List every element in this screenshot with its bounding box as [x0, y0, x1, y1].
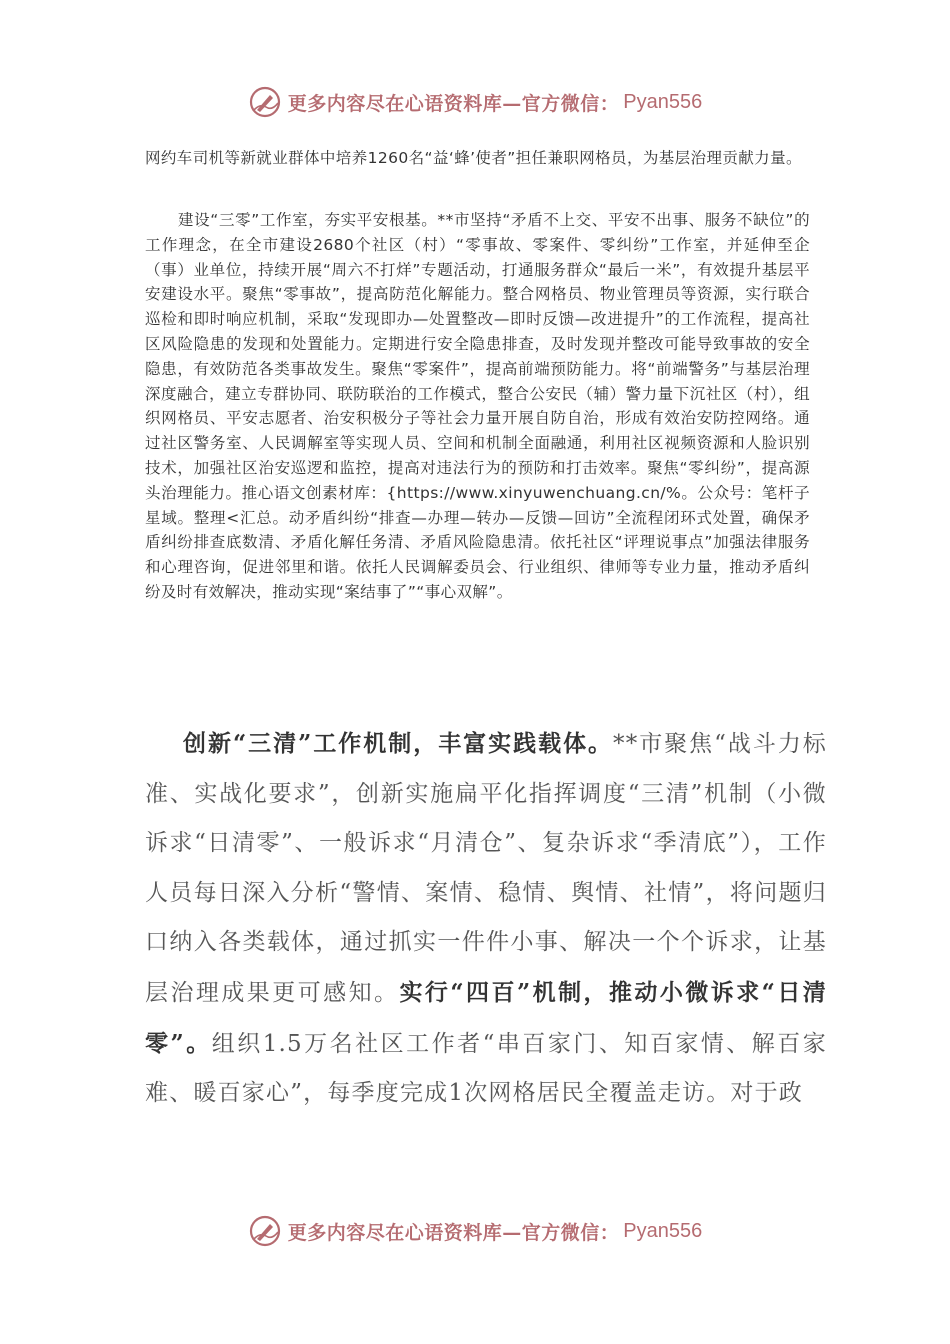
paragraph-2: 建设“三零”工作室，夯实平安根基。**市坚持“矛盾不上交、平安不出事、服务不缺位”的工作理念，在全市建设2680个社区（村）“零事故、零案件、零纠纷”工作室，并延伸至企（事）业单位，持续开展“周六不打烊”专题活动，打通服务群众“最后一米”，有效提升基层平安建设水平。聚焦“零事故”，提高防范化解能力。整合网格员、物业管理员等资源，实行联合巡检和即时响应机制，采取“发现即办—处置整改—即时反馈—改进提升”的工作流程，提高社区风险隐患的发现和处置能力。定期进行安全隐患排查，及时发现并整改可能导致事故的安全隐患，有效防范各类事故发生。聚焦“零案件”，提高前端预防能力。将“前端警务”与基层治理深度融合，建立专群协同、联防联治的工作模式，整合公安民（辅）警力量下沉社区（村），组织网格员、平安志愿者、治安积极分子等社会力量开展自防自治，形成有效治安防控网络。通过社区警务室、人民调解室等实现人员、空间和机制全面融通，利用社区视频资源和人脸识别技术，加强社区治安巡逻和监控，提高对违法行为的预防和打击效率。聚焦“零纠纷”，提高源头治理能力。推心语文创素材库：{https://www.xinyuwenchuang.cn/%。公众号：笔杆子星域。整理<汇总。动矛盾纠纷“排查—办理—转办—反馈—回访”全流程闭环式处置，确保矛盾纠纷排查底数清、矛盾化解任务清、矛盾风险隐患清。依托社区“评理说事点”加强法律服务和心理咨询，促进邻里和谐。依托人民调解委员会、行业组织、律师等专业力量，推动矛盾纠纷及时有效解决，推动实现“案结事了”“事心双解”。 [145, 211, 810, 601]
paragraph-1: 网约车司机等新就业群体中培养1260名“益‘蜂’使者”担任兼职网格员，为基层治理贡献力量。 [145, 149, 802, 167]
pen-nib-logo-icon [248, 1214, 282, 1248]
paragraph-3 [145, 719, 827, 1119]
banner-text: 更多内容尽在心语资料库—官方微信： [287, 92, 620, 115]
section-heading-sibai: 实行“四百”机制，推动小微诉求“日清零”。 [145, 978, 827, 1057]
banner-wechat-id: Pyan556 [623, 1219, 703, 1242]
section-body-sibai: 组织1.5万名社区工作者“串百家门、知百家情、解百家难、暖百家心”，每季度完成1次网格居民全覆盖走访。对于政 [145, 1030, 827, 1107]
footer-banner [0, 1211, 950, 1251]
banner-wechat-id: Pyan556 [623, 90, 703, 113]
pen-nib-logo-icon [248, 85, 282, 119]
header-banner [0, 82, 950, 122]
banner-text: 更多内容尽在心语资料库—官方微信： [287, 1221, 620, 1244]
section-heading-sanqing: 创新“三清”工作机制，丰富实践载体。 [183, 730, 614, 757]
section-body-sanqing: **市聚焦“战斗力标准、实战化要求”，创新实施扁平化指挥调度“三清”机制（小微诉求“日清零”、一般诉求“月清仓”、复杂诉求“季清底”），工作人员每日深入分析“警情、案情、稳情、舆情、社情”，将问题归口纳入各类载体，通过抓实一件件小事、解决一个个诉求，让基层治理成果更可感知。 [145, 731, 827, 1006]
